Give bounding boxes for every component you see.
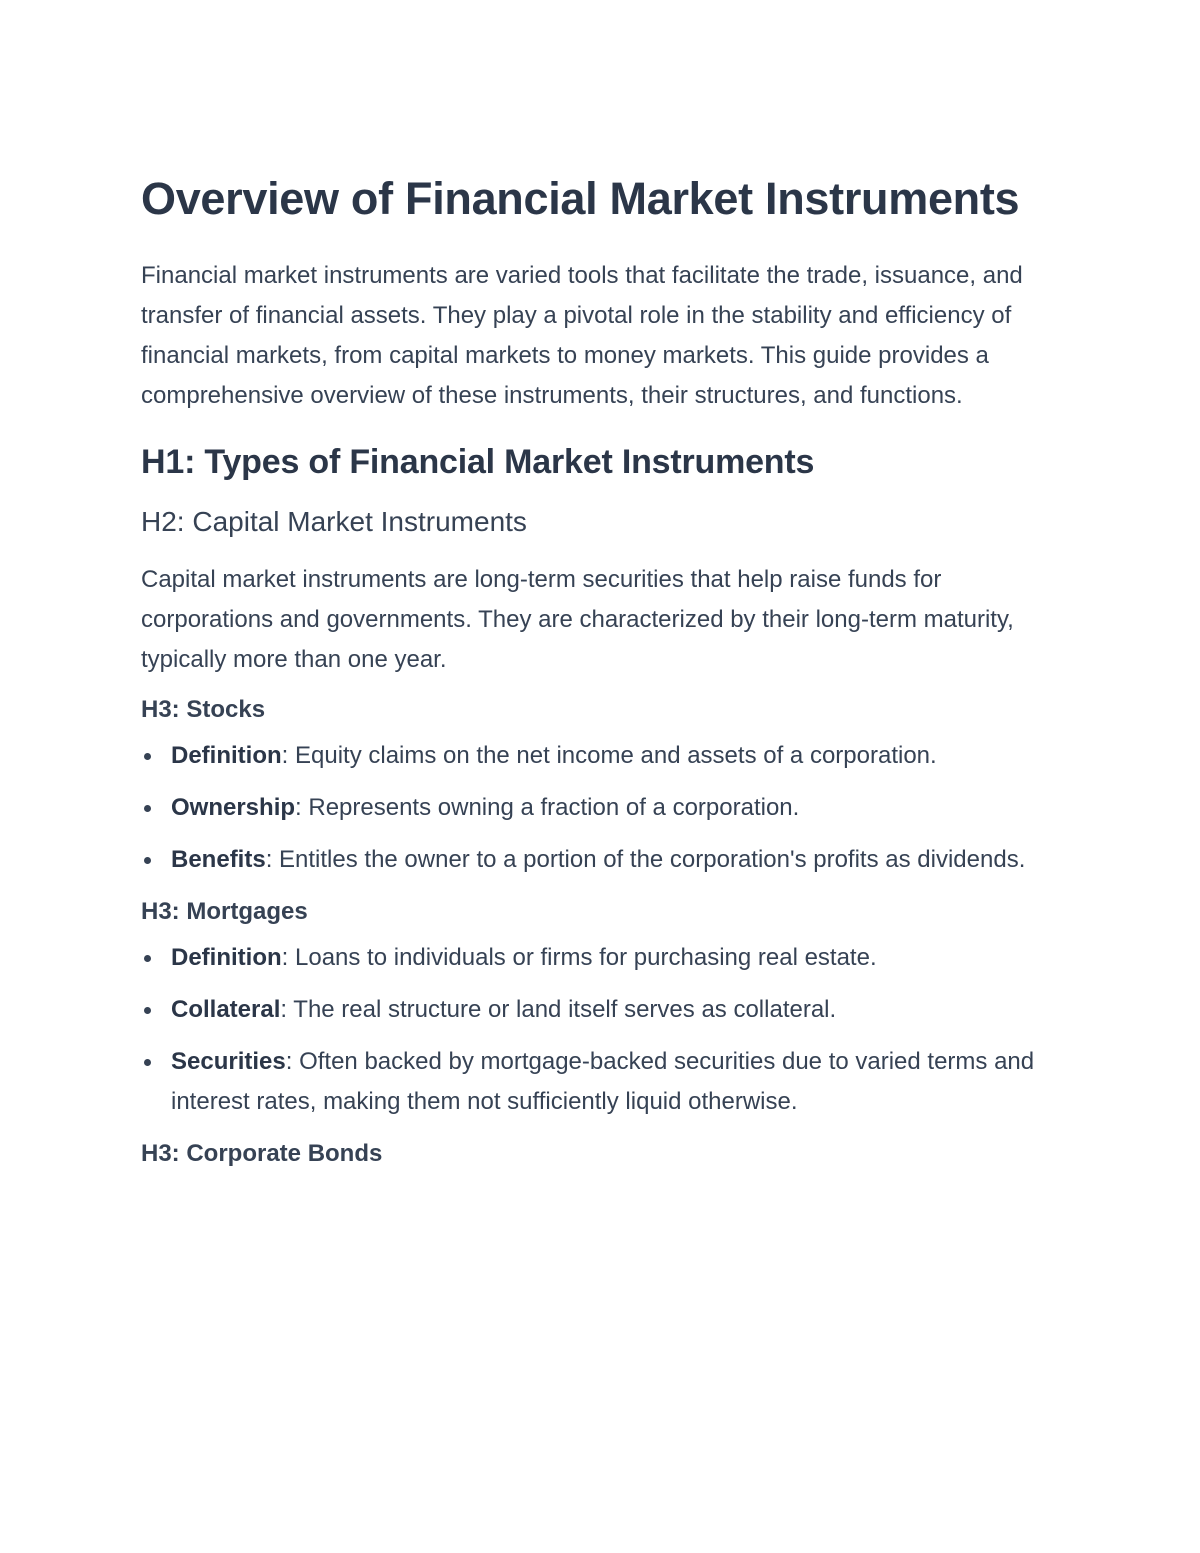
mortgages-list xyxy=(141,938,1071,1122)
section-heading-h1: H1: Types of Financial Market Instruments xyxy=(141,443,815,481)
bullet-icon xyxy=(144,857,151,864)
list-item-text: : Often backed by mortgage-backed securities due to varied terms and interest rates, making them not sufficiently liquid otherwise. xyxy=(171,1048,1035,1115)
list-item-text: : Loans to individuals or firms for purchasing real estate. xyxy=(281,944,877,971)
list-item-text: : Equity claims on the net income and assets of a corporation. xyxy=(281,742,937,769)
list-item xyxy=(141,1042,1071,1122)
subsection-heading-h2: H2: Capital Market Instruments xyxy=(141,506,527,537)
capital-intro-paragraph: Capital market instruments are long-term securities that help raise funds for corporations and governments. They are characterized by their long-term maturity, typically more than one year. xyxy=(141,566,1014,673)
stocks-list xyxy=(141,736,1071,880)
list-item-term: Ownership xyxy=(171,794,296,821)
list-item xyxy=(141,788,1071,828)
list-item-text: : The real structure or land itself serves as collateral. xyxy=(280,996,837,1023)
mortgages-heading: H3: Mortgages xyxy=(141,898,308,925)
list-item xyxy=(141,990,1071,1030)
list-item-text: : Represents owning a fraction of a corporation. xyxy=(295,794,800,821)
corporate-bonds-heading: H3: Corporate Bonds xyxy=(141,1140,383,1167)
bullet-icon xyxy=(144,955,151,962)
bullet-icon xyxy=(144,805,151,812)
bullet-icon xyxy=(144,753,151,760)
list-item xyxy=(141,840,1071,880)
bullet-icon xyxy=(144,1059,151,1066)
list-item-term: Definition xyxy=(171,742,282,769)
list-item-text: : Entitles the owner to a portion of the corporation's profits as dividends. xyxy=(265,846,1026,873)
list-item-term: Benefits xyxy=(171,846,266,873)
intro-paragraph: Financial market instruments are varied tools that facilitate the trade, issuance, and transfer of financial assets. They play a pivotal role in the stability and efficiency of financial markets, from capital markets to money markets. This guide provides a comprehensive overview of these instruments, their structures, and functions. xyxy=(141,262,1023,409)
stocks-heading: H3: Stocks xyxy=(141,696,266,723)
document-page xyxy=(141,168,1071,1174)
list-item-term: Definition xyxy=(171,944,282,971)
bullet-icon xyxy=(144,1007,151,1014)
list-item xyxy=(141,736,1071,776)
list-item-term: Securities xyxy=(171,1048,286,1075)
list-item xyxy=(141,938,1071,978)
document-title: Overview of Financial Market Instruments xyxy=(141,173,1020,224)
list-item-term: Collateral xyxy=(171,996,281,1023)
